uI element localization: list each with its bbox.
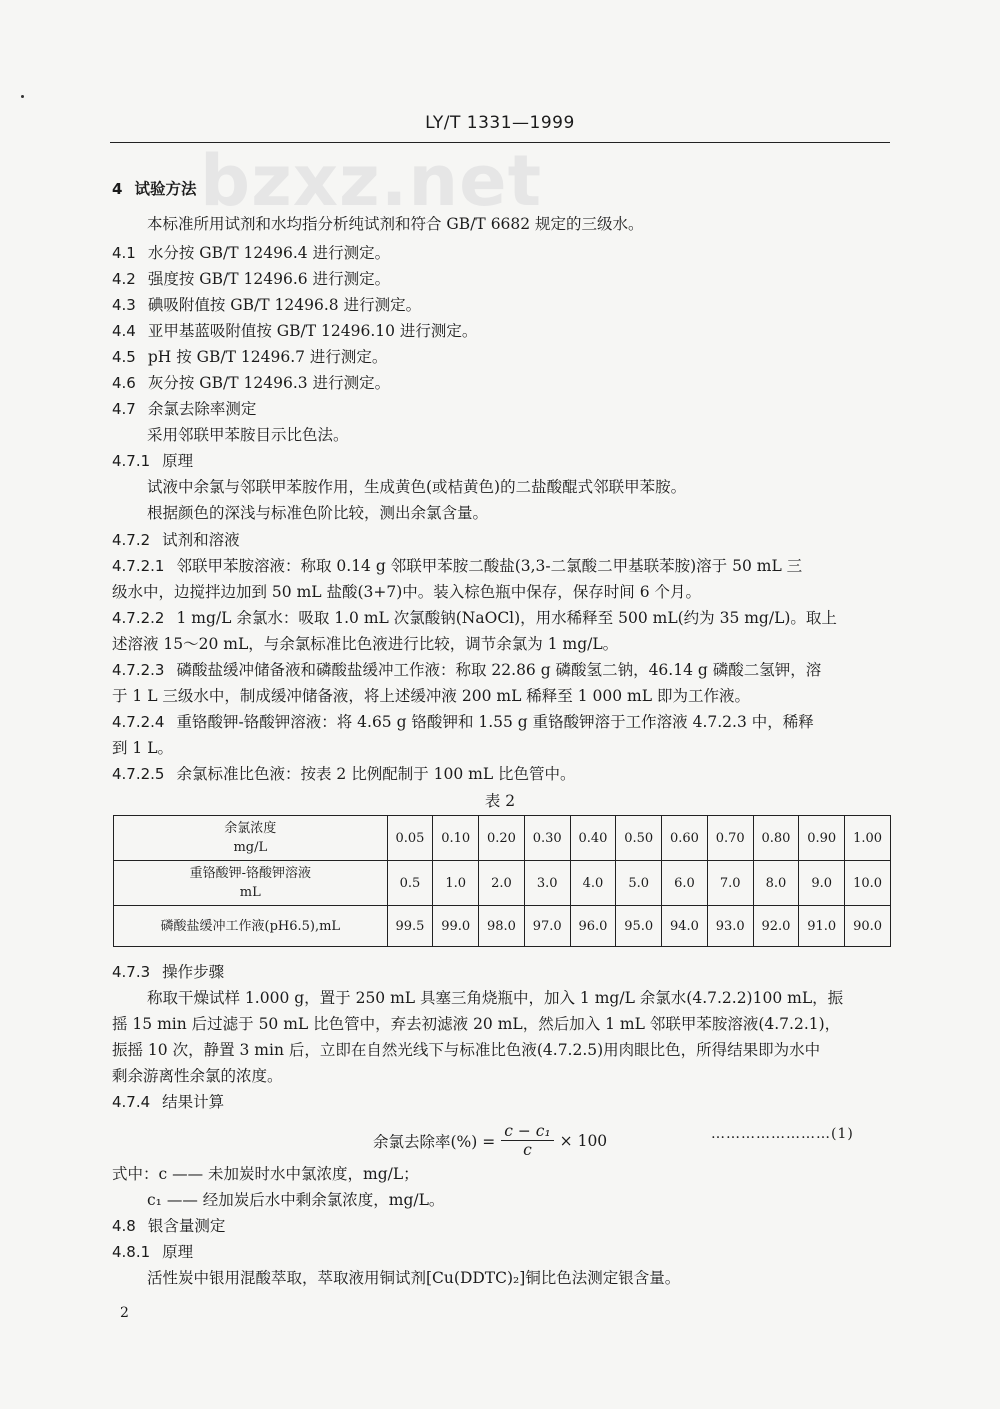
clause-4-1: 4.1 水分按 GB/T 12496.4 进行测定。 [112, 244, 391, 262]
table-cell: 0.90 [799, 816, 845, 861]
table-cell: 90.0 [845, 906, 891, 947]
table-cell: 99.0 [433, 906, 479, 947]
row-label: 余氯浓度 mg/L [114, 816, 388, 861]
section-4-heading: 4 试验方法 [112, 179, 197, 198]
table-cell: 0.70 [707, 816, 753, 861]
watermark: bzxz.net [200, 140, 543, 222]
table-cell: 97.0 [524, 906, 570, 947]
table-cell: 4.0 [570, 861, 616, 906]
formula-where-c1: c₁ —— 经加炭后水中剩余氯浓度，mg/L。 [147, 1191, 445, 1209]
table-cell: 0.20 [479, 816, 525, 861]
table-caption: 表 2 [484, 792, 516, 810]
paragraph-continuation: 述溶液 15～20 mL，与余氯标准比色液进行比较，调节余氯为 1 mg/L。 [112, 635, 619, 653]
clause-4-7: 4.7 余氯去除率测定 [112, 400, 257, 418]
paragraph-continuation: 振摇 10 次，静置 3 min 后，立即在自然光线下与标准比色液(4.7.2.5)用肉眼比色，所得结果即为水中 [112, 1041, 821, 1059]
clause-4-7-4: 4.7.4 结果计算 [112, 1093, 225, 1111]
table-cell: 8.0 [753, 861, 799, 906]
table-cell: 0.40 [570, 816, 616, 861]
table-row [114, 861, 891, 906]
paragraph-continuation: 级水中，边搅拌边加到 50 mL 盐酸(3+7)中。装入棕色瓶中保存，保存时间 6 个月。 [112, 583, 702, 601]
header-rule [110, 142, 890, 143]
clause-4-7-1: 4.7.1 原理 [112, 452, 194, 470]
formula-denominator: c [523, 1141, 532, 1159]
clause-4-7-2-5: 4.7.2.5 余氯标准比色液：按表 2 比例配制于 100 mL 比色管中。 [112, 765, 576, 783]
clause-4-7-2-2: 4.7.2.2 1 mg/L 余氯水：吸取 1.0 mL 次氯酸钠(NaOCl)，用水稀释至 500 mL(约为 35 mg/L)。取上 [112, 609, 837, 627]
row-label: 磷酸盐缓冲工作液(pH6.5),mL [114, 906, 388, 947]
table-2 [113, 815, 891, 947]
paragraph-continuation: 于 1 L 三级水中，制成缓冲储备液，将上述缓冲液 200 mL 稀释至 1 000 mL 即为工作液。 [112, 687, 750, 705]
row-label: 重铬酸钾-铬酸钾溶液 mL [114, 861, 388, 906]
paragraph: 活性炭中银用混酸萃取，萃取液用铜试剂[Cu(DDTC)₂]铜比色法测定银含量。 [147, 1269, 681, 1287]
clause-4-5: 4.5 pH 按 GB/T 12496.7 进行测定。 [112, 348, 388, 366]
formula-1 [373, 1122, 607, 1159]
paragraph-continuation: 剩余游离性余氯的浓度。 [112, 1067, 283, 1085]
table-cell: 0.80 [753, 816, 799, 861]
table-cell: 10.0 [845, 861, 891, 906]
formula-fraction [501, 1122, 553, 1159]
table-cell: 0.60 [662, 816, 708, 861]
clause-4-3: 4.3 碘吸附值按 GB/T 12496.8 进行测定。 [112, 296, 422, 314]
clause-4-7-3: 4.7.3 操作步骤 [112, 963, 225, 981]
formula-lhs: 余氯去除率(%) = [373, 1132, 496, 1151]
clause-4-4: 4.4 亚甲基蓝吸附值按 GB/T 12496.10 进行测定。 [112, 322, 478, 340]
table-cell: 95.0 [616, 906, 662, 947]
equation-number: ……………………(1) [711, 1126, 854, 1142]
paragraph: 称取干燥试样 1.000 g，置于 250 mL 具塞三角烧瓶中，加入 1 mg/L 余氯水(4.7.2.2)100 mL，振 [147, 989, 844, 1007]
table-cell: 0.50 [616, 816, 662, 861]
table-cell: 0.10 [433, 816, 479, 861]
formula-numerator: c − c₁ [501, 1122, 553, 1141]
paragraph-continuation: 到 1 L。 [112, 739, 174, 757]
clause-4-7-2: 4.7.2 试剂和溶液 [112, 531, 240, 549]
page-header: LY/T 1331—1999 [425, 113, 575, 133]
table-cell: 2.0 [479, 861, 525, 906]
clause-4-2: 4.2 强度按 GB/T 12496.6 进行测定。 [112, 270, 391, 288]
table-row [114, 816, 891, 861]
table-cell: 0.05 [387, 816, 433, 861]
table-cell: 1.00 [845, 816, 891, 861]
scan-speck [21, 95, 24, 98]
table-cell: 99.5 [387, 906, 433, 947]
table-cell: 6.0 [662, 861, 708, 906]
table-cell: 94.0 [662, 906, 708, 947]
table-cell: 93.0 [707, 906, 753, 947]
table-cell: 7.0 [707, 861, 753, 906]
table-cell: 0.5 [387, 861, 433, 906]
paragraph: 根据颜色的深浅与标准色阶比较，测出余氯含量。 [147, 504, 489, 522]
clause-4-7-2-1: 4.7.2.1 邻联甲苯胺溶液：称取 0.14 g 邻联甲苯胺二酸盐(3,3-二氯酸二甲基联苯胺)溶于 50 mL 三 [112, 557, 803, 575]
paragraph-continuation: 摇 15 min 后过滤于 50 mL 比色管中，弃去初滤液 20 mL，然后加入 1 mL 邻联甲苯胺溶液(4.7.2.1)， [112, 1015, 841, 1033]
table-cell: 91.0 [799, 906, 845, 947]
table-cell: 96.0 [570, 906, 616, 947]
table-cell: 5.0 [616, 861, 662, 906]
clause-4-7-2-4: 4.7.2.4 重铬酸钾-铬酸钾溶液：将 4.65 g 铬酸钾和 1.55 g 重铬酸钾溶于工作溶液 4.7.2.3 中，稀释 [112, 713, 814, 731]
clause-4-6: 4.6 灰分按 GB/T 12496.3 进行测定。 [112, 374, 391, 392]
table-row [114, 906, 891, 947]
page-number: 2 [120, 1305, 129, 1321]
table-cell: 0.30 [524, 816, 570, 861]
formula-where-c: 式中：c —— 未加炭时水中氯浓度，mg/L； [112, 1165, 419, 1183]
table-cell: 3.0 [524, 861, 570, 906]
table-cell: 92.0 [753, 906, 799, 947]
table-cell: 98.0 [479, 906, 525, 947]
paragraph: 本标准所用试剂和水均指分析纯试剂和符合 GB/T 6682 规定的三级水。 [147, 215, 644, 233]
clause-4-8: 4.8 银含量测定 [112, 1217, 226, 1235]
formula-rhs: × 100 [559, 1131, 608, 1150]
paragraph: 采用邻联甲苯胺目示比色法。 [147, 426, 349, 444]
clause-4-7-2-3: 4.7.2.3 磷酸盐缓冲储备液和磷酸盐缓冲工作液：称取 22.86 g 磷酸氢二钠，46.14 g 磷酸二氢钾，溶 [112, 661, 822, 679]
paragraph: 试液中余氯与邻联甲苯胺作用，生成黄色(或桔黄色)的二盐酸醌式邻联甲苯胺。 [147, 478, 687, 496]
table-cell: 9.0 [799, 861, 845, 906]
table-cell: 1.0 [433, 861, 479, 906]
clause-4-8-1: 4.8.1 原理 [112, 1243, 194, 1261]
